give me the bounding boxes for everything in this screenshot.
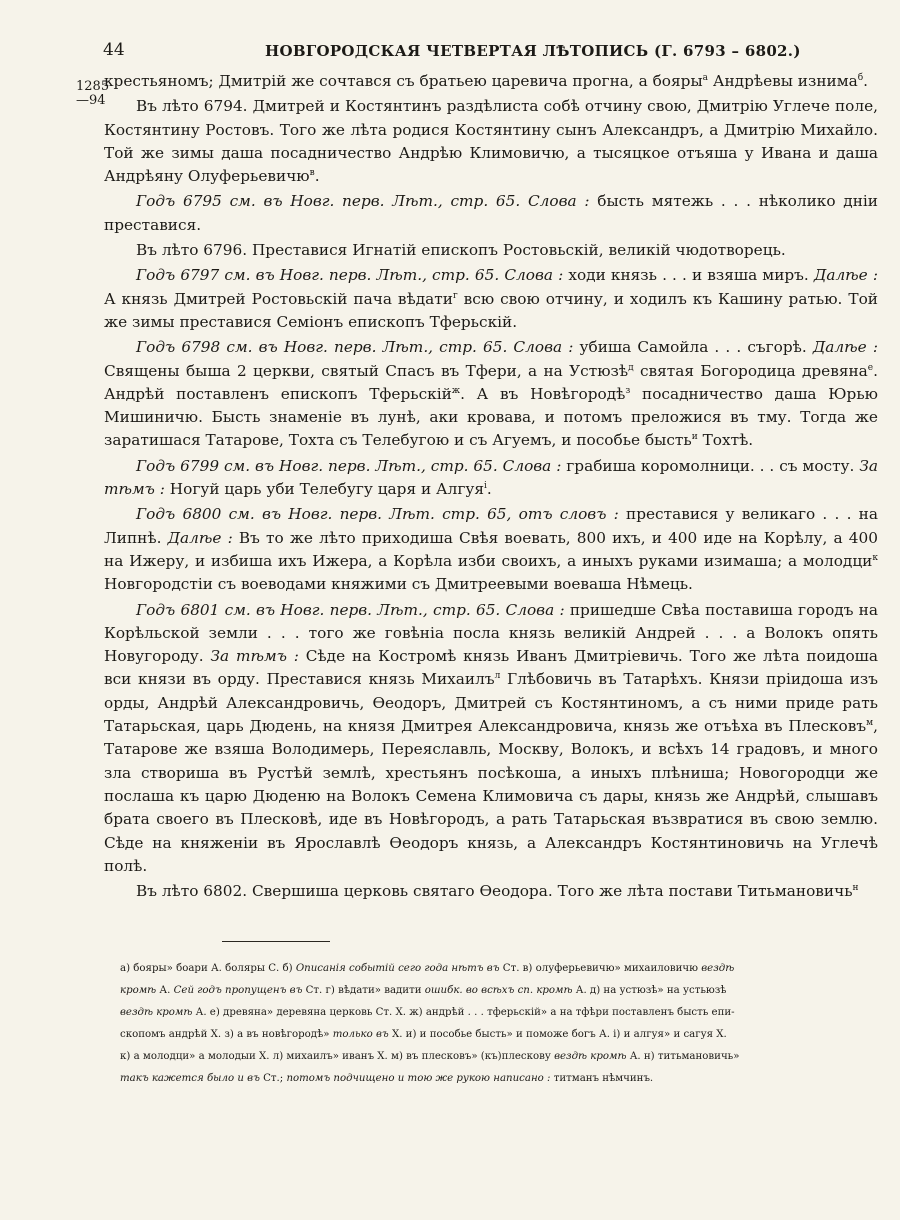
paragraph-7: Годъ 6799 см. въ Новг. перв. Лѣт., стр. 65. Слова : грабиша коромолници. . . съ мосту. За тѣмъ : Ногуй царь уби Телебугу царя и Алгуя$^і$. bbox=[104, 456, 878, 499]
paragraph-10: Въ лѣто 6802. Свершиша церковь святаго Ѳеодора. Того же лѣта постави Титьмановичь$^н$ bbox=[136, 882, 859, 901]
page-header bbox=[103, 38, 815, 66]
paragraph-2: Въ лѣто 6794. Дмитрей и Костянтинъ раздѣлиста собѣ отчину свою, Дмитрію Углече поле, Костянтину Ростовъ. Того же лѣта родися Костянтину сынъ Александръ, а Дмитрію Михайло. Той же зимы даша посадничество Андрѣю Климовичю, а тысяцкое отъяша у Ивана и даша Андрѣяну Олуферьевичю$^в$. bbox=[104, 97, 878, 186]
margin-year-start: 1285 bbox=[76, 79, 110, 94]
margin-year-end: —94 bbox=[76, 93, 106, 108]
running-title: НОВГОРОДСКАЯ ЧЕТВЕРТАЯ ЛѢТОПИСЬ (Г. 6793 – 6802.) bbox=[265, 42, 801, 60]
footnote-divider bbox=[222, 941, 330, 942]
paragraph-9: Годъ 6801 см. въ Новг. перв. Лѣт., стр. 65. Слова : пришедше Свѣа поставиша городъ на Корѣльской земли . . . того же говѣніа посла князь великій Андрей . . . а Волокъ опять Новугороду. За тѣмъ : Сѣде на Костромѣ князь Иванъ Дмитріевичь. Того же лѣта поидоша вси князи въ орду. Преставися князь Михаилъ$^л$ Глѣбовичь въ Татарѣхъ. Князи пріидоша изъ орды, Андрѣй Александровичь, Ѳеодоръ, Дмитрей съ Костянтиномъ, а съ ними приде рать Татарьская, царь Дюдень, на князя Дмитрея Александровича, князь же отъѣха въ Плесковъ$^м$, Татарове же взяша Володимерь, Переяславль, Москву, Волокъ, и всѣхъ 14 градовъ, и много зла створиша въ Рустѣй землѣ, хрестьянъ посѣкоша, а иныхъ плѣниша; Новогородци же послаша къ царю Дюденю на Волокъ Семена Климовича съ дары, князь же Андрѣй, слышавъ брата своего въ Плесковѣ, иде въ Новѣгородъ, а рать Татарьская възвратися въ свою землю. Сѣде на княженіи въ Ярославлѣ Ѳеодоръ князь, а Александръ Костянтиновичь на Углечѣ полѣ. bbox=[104, 600, 878, 875]
footnote-line: кромѣ А. Сей годъ пропущенъ въ Ст. г) вѣдати» вадити ошибк. во всѣхъ сп. кромѣ А. д) на устюзѣ» на устьюзѣ bbox=[120, 985, 727, 996]
paragraph-4: Въ лѣто 6796. Преставися Игнатій епископъ Ростовьскій, великій чюдотворець. bbox=[136, 241, 786, 260]
paragraph-1: крестьяномъ; Дмитрій же сочтався съ братьею царевича прогна, а бояры$^а$ Андрѣевы изнима$^б$. bbox=[104, 72, 869, 90]
footnote-line: такъ кажется было и въ Ст.; потомъ подчищено и тою же рукою написано : титманъ нѣмчинъ. bbox=[120, 1073, 654, 1084]
chronicle-text bbox=[104, 70, 878, 905]
footnotes bbox=[120, 958, 862, 1090]
paragraph-5: Годъ 6797 см. въ Новг. перв. Лѣт., стр. 65. Слова : ходи князь . . . и взяша миръ. Далѣе : А князь Дмитрей Ростовьскій пача вѣдати$^г$ всю свою отчину, и ходилъ къ Кашину ратью. Той же зимы преставися Семіонъ епископъ Тферьскій. bbox=[104, 266, 878, 331]
paragraph-8: Годъ 6800 см. въ Новг. перв. Лѣт. стр. 65, отъ словъ : преставися у великаго . . . на Липнѣ. Далѣе : Въ то же лѣто приходиша Свѣя воевать, 800 ихъ, и 400 иде на Корѣлу, а 400 на Ижеру, и избиша ихъ Ижера, а Корѣла изби своихъ, а иныхъ руками изимаша; а молодци$^к$ Новгородстіи съ воеводами княжими съ Дмитреевыми воеваша Нѣмець. bbox=[104, 505, 878, 594]
page-number: 44 bbox=[103, 40, 125, 60]
footnote-line: а) бояры» боари А. боляры С. б) Описанія событій сего года нѣтъ въ Ст. в) олуферьевичю» михаиловичю вездѣ bbox=[120, 963, 735, 974]
footnote-line: к) а молодци» а молодыи Х. л) михаилъ» иванъ Х. м) въ плесковъ» (къ)плескову вездѣ кромѣ А. н) титьмановичь» bbox=[120, 1051, 740, 1062]
paragraph-6: Годъ 6798 см. въ Новг. перв. Лѣт., стр. 65. Слова : убиша Самойла . . . съгорѣ. Далѣе : Священы быша 2 церкви, святый Спасъ въ Тфери, а на Устюзѣ$^д$ святая Богородица древяна$^е$. Андрѣй поставленъ епископъ Тферьскій$^ж$. А въ Новѣгородѣ$^з$ посадничество даша Юрью Мишиничю. Бысть знаменіе въ лунѣ, аки кровава, и потомъ преложися въ тму. Тогда же заратишася Татарове, Тохта съ Телебугою и съ Агуемъ, и пособье бысть$^и$ Тохтѣ. bbox=[104, 338, 878, 450]
footnote-line: вездѣ кромѣ А. е) древяна» деревяна церковь Ст. Х. ж) андрѣй . . . тферьскій» а на тфѣри поставленъ бысть епи- bbox=[120, 1007, 735, 1018]
footnote-line: скопомъ андрѣй Х. з) а въ новѣгородѣ» только въ Х. и) и пособье бысть» и поможе богъ А. і) и алгуя» и сагуя Х. bbox=[120, 1029, 727, 1040]
paragraph-3: Годъ 6795 см. въ Новг. перв. Лѣт., стр. 65. Слова : бысть мятежь . . . нѣколико дніи преставися. bbox=[104, 192, 878, 234]
